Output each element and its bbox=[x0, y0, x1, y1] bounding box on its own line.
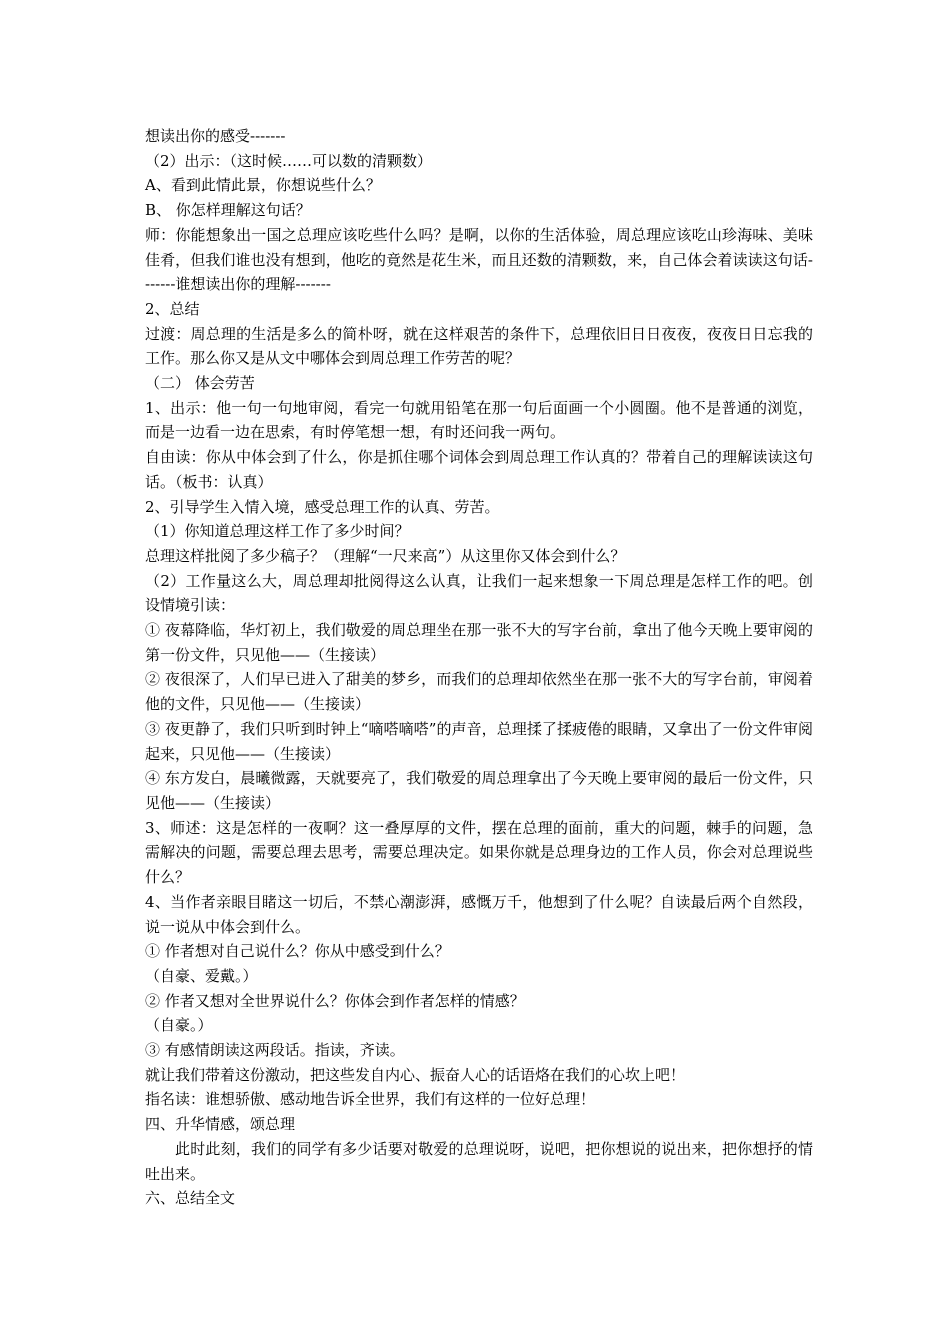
paragraph: （2）出示：（这时候……可以数的清颗数） bbox=[145, 151, 433, 170]
section-heading: 六、总结全文 bbox=[145, 1189, 236, 1208]
paragraph: （2）工作量这么大，周总理却批阅得这么认真，让我们一起来想象一下周总理是怎样工作的吧。创设情境引读： bbox=[145, 571, 813, 615]
paragraph: 此时此刻，我们的同学有多少话要对敬爱的总理说呀，说吧，把你想说的说出来，把你想抒的情吐出来。 bbox=[145, 1139, 813, 1183]
paragraph: 1、出示：他一句一句地审阅，看完一句就用铅笔在那一句后面画一个小圆圈。他不是普通的浏览，而是一边看一边在思索，有时停笔想一想，有时还问我一两句。 bbox=[145, 398, 813, 442]
paragraph: 4、当作者亲眼目睹这一切后，不禁心潮澎湃，感慨万千，他想到了什么呢？自读最后两个自然段，说一说从中体会到什么。 bbox=[145, 892, 813, 936]
paragraph: 3、师述：这是怎样的一夜啊？这一叠厚厚的文件，摆在总理的面前，重大的问题，棘手的问题，急需解决的问题，需要总理去思考，需要总理决定。如果你就是总理身边的工作人员，你会对总理说些什么？ bbox=[145, 818, 813, 887]
paragraph: 就让我们带着这份激动，把这些发自内心、振奋人心的话语烙在我们的心坎上吧！ bbox=[145, 1065, 686, 1084]
paragraph: B、 你怎样理解这句话？ bbox=[145, 201, 311, 220]
list-item: ④ 东方发白，晨曦微露，天就要亮了，我们敬爱的周总理拿出了今天晚上要审阅的最后一份文件，只见他——（生接读） bbox=[145, 769, 813, 812]
list-item: ③ 有感情朗读这两段话。指读，齐读。 bbox=[145, 1041, 405, 1060]
paragraph: 自由读：你从中体会到了什么，你是抓住哪个词体会到周总理工作认真的？带着自己的理解读读这句话。（板书：认真） bbox=[145, 448, 813, 491]
document-body bbox=[145, 124, 813, 1211]
paragraph: A、看到此情此景，你想说些什么？ bbox=[145, 176, 381, 195]
paragraph: （1）你知道总理这样工作了多少时间？ bbox=[145, 522, 410, 541]
paragraph: 过渡：周总理的生活是多么的简朴呀，就在这样艰苦的条件下，总理依旧日日夜夜，夜夜日日忘我的工作。那么你又是从文中哪体会到周总理工作劳苦的呢？ bbox=[145, 324, 813, 368]
paragraph: 想读出你的感受------- bbox=[145, 127, 286, 145]
paragraph: （自豪、爱戴。） bbox=[145, 966, 258, 985]
paragraph: 2、引导学生入情入境，感受总理工作的认真、劳苦。 bbox=[145, 497, 500, 516]
paragraph: （自豪。） bbox=[145, 1016, 213, 1035]
paragraph: 师：你能想象出一国之总理应该吃些什么吗？是啊，以你的生活体验，周总理应该吃山珍海味、美味佳肴，但我们谁也没有想到，他吃的竟然是花生米，而且还数的清颗数，来，自己体会着读读这句话-------谁想读出你的理解------- bbox=[145, 225, 813, 294]
list-item: ② 夜很深了，人们早已进入了甜美的梦乡，而我们的总理却依然坐在那一张不大的写字台前，审阅着他的文件，只见他——（生接读） bbox=[145, 670, 813, 714]
list-item: ③ 夜更静了，我们只听到时钟上“嘀嗒嘀嗒”的声音，总理揉了揉疲倦的眼睛，又拿出了一份文件审阅起来，只见他——（生接读） bbox=[145, 719, 813, 763]
section-heading: （二） 体会劳苦 bbox=[145, 374, 255, 393]
list-item: ① 夜幕降临，华灯初上，我们敬爱的周总理坐在那一张不大的写字台前，拿出了他今天晚上要审阅的第一份文件，只见他——（生接读） bbox=[145, 621, 813, 664]
list-item: ② 作者又想对全世界说什么？你体会到作者怎样的情感？ bbox=[145, 991, 525, 1010]
section-heading: 2、总结 bbox=[145, 299, 200, 318]
section-heading: 四、升华情感，颂总理 bbox=[145, 1115, 296, 1134]
list-item: ① 作者想对自己说什么？你从中感受到什么？ bbox=[145, 942, 450, 961]
paragraph: 总理这样批阅了多少稿子？（理解“一尺来高”）从这里你又体会到什么？ bbox=[145, 546, 626, 565]
paragraph: 指名读：谁想骄傲、感动地告诉全世界，我们有这样的一位好总理！ bbox=[145, 1090, 596, 1109]
